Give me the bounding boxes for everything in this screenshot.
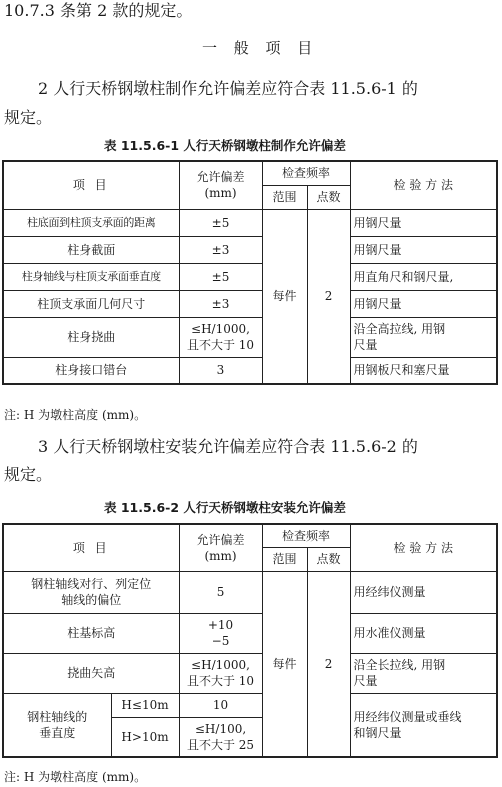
t1-r5-item: 柱身挠曲	[3, 317, 179, 357]
table2-caption: 表 11.5.6-2 人行天桥钢墩柱安装允许偏差	[104, 500, 346, 515]
table1-caption: 表 11.5.6-1 人行天桥钢墩柱制作允许偏差	[104, 138, 346, 153]
t1-r6-item: 柱身接口错台	[3, 357, 179, 384]
para2-line2: 规定。	[4, 108, 53, 127]
t1-r4-method: 用钢尺量	[350, 290, 497, 317]
table-row	[3, 263, 497, 290]
t1-r6-tolerance: 3	[179, 357, 262, 384]
table2	[2, 523, 498, 758]
t2-r2-item: 柱基标高	[3, 613, 179, 653]
table-row	[3, 613, 497, 653]
top-line: 10.7.3 条第 2 款的规定。	[4, 1, 193, 20]
table1-note: 注: H 为墩柱高度 (mm)。	[4, 408, 147, 422]
t1-r1-item: 柱底面到柱顶支承面的距离	[3, 209, 179, 236]
t2-head-points: 点数	[307, 547, 350, 571]
t2-r2-tolerance: +10 −5	[179, 613, 262, 653]
t1-r1-tolerance: ±5	[179, 209, 262, 236]
t1-r2-item: 柱身截面	[3, 236, 179, 263]
t1-r4-item: 柱顶支承面几何尺寸	[3, 290, 179, 317]
t1-r6-method: 用钢板尺和塞尺量	[350, 357, 497, 384]
t2-r4-tol1: 10	[179, 693, 262, 717]
t1-head-frequency: 检查频率	[262, 161, 350, 185]
t1-head-method: 检 验 方 法	[350, 161, 497, 209]
table-row	[3, 236, 497, 263]
t1-head-range: 范围	[262, 185, 307, 209]
para3-line1: 3 人行天桥钢墩柱安装允许偏差应符合表 11.5.6-2 的	[38, 437, 418, 456]
t1-head-item: 项 目	[3, 161, 179, 209]
para3-line2: 规定。	[4, 465, 53, 484]
t2-head-item: 项 目	[3, 524, 179, 571]
t1-r5-method: 沿全高拉线, 用钢 尺量	[350, 317, 497, 357]
t2-r1-tolerance: 5	[179, 571, 262, 613]
t1-r1-method: 用钢尺量	[350, 209, 497, 236]
table-row	[3, 357, 497, 384]
t2-r4-item: 钢柱轴线的 垂直度	[3, 693, 111, 757]
t2-r4-cond1: H≤10m	[111, 693, 179, 717]
t2-r4-cond2: H>10m	[111, 717, 179, 757]
table-row	[3, 653, 497, 693]
t2-r3-item: 挠曲矢高	[3, 653, 179, 693]
t1-head-points: 点数	[307, 185, 350, 209]
t2-r4-tol2: ≤H/100, 且不大于 25	[179, 717, 262, 757]
table-row	[3, 317, 497, 357]
t2-r2-method: 用水准仪测量	[350, 613, 497, 653]
t2-head-tolerance: 允许偏差 (mm)	[179, 524, 262, 571]
t2-head-frequency: 检查频率	[262, 524, 350, 547]
t1-r3-tolerance: ±5	[179, 263, 262, 290]
t2-r3-method: 沿全长拉线, 用钢 尺量	[350, 653, 497, 693]
table1	[2, 160, 498, 385]
t2-range: 每件	[262, 571, 307, 757]
t1-r2-method: 用钢尺量	[350, 236, 497, 263]
t2-points: 2	[307, 571, 350, 757]
table-row	[3, 290, 497, 317]
t2-head-range: 范围	[262, 547, 307, 571]
t1-r3-method: 用直角尺和钢尺量,	[350, 263, 497, 290]
t2-r1-method: 用经纬仪测量	[350, 571, 497, 613]
t1-r2-tolerance: ±3	[179, 236, 262, 263]
t1-points: 2	[307, 209, 350, 384]
t2-r4-method: 用经纬仪测量或垂线 和钢尺量	[350, 693, 497, 757]
t2-r1-item: 钢柱轴线对行、列定位 轴线的偏位	[3, 571, 179, 613]
t1-r3-item: 柱身轴线与柱顶支承面垂直度	[3, 263, 179, 290]
table2-note: 注: H 为墩柱高度 (mm)。	[4, 770, 147, 784]
t2-head-method: 检 验 方 法	[350, 524, 497, 571]
t1-range: 每件	[262, 209, 307, 384]
table-row	[3, 571, 497, 613]
para2-line1: 2 人行天桥钢墩柱制作允许偏差应符合表 11.5.6-1 的	[38, 79, 418, 98]
t2-r3-tolerance: ≤H/1000, 且不大于 10	[179, 653, 262, 693]
t1-r4-tolerance: ±3	[179, 290, 262, 317]
section-heading: 一 般 项 目	[202, 39, 319, 57]
table-row	[3, 693, 497, 717]
t1-head-tolerance: 允许偏差 (mm)	[179, 161, 262, 209]
table-row	[3, 209, 497, 236]
t1-r5-tolerance: ≤H/1000, 且不大于 10	[179, 317, 262, 357]
